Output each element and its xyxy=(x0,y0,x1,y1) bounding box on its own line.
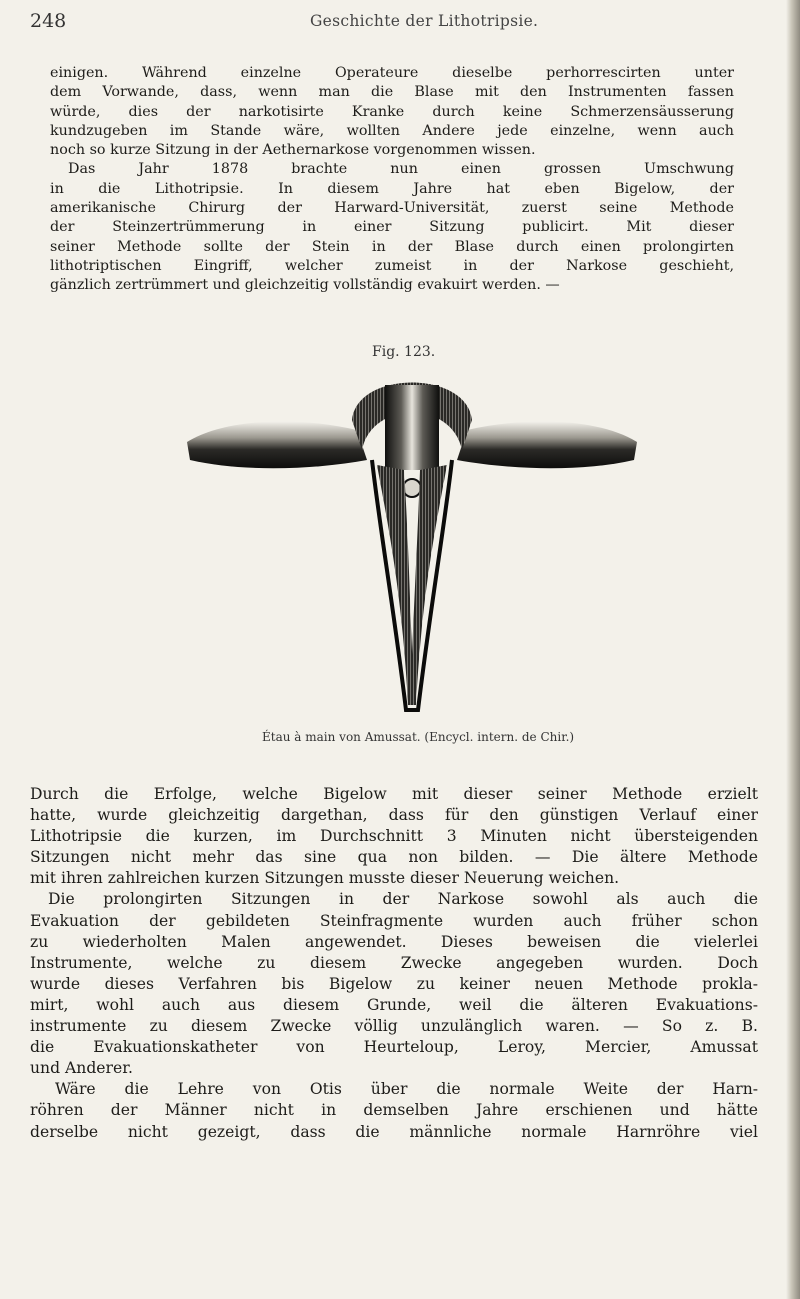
left-jaw-blade xyxy=(377,465,414,705)
paragraph-2 xyxy=(30,784,758,1143)
right-jaw-blade xyxy=(410,465,447,705)
text-line: zu wiederholten Malen angewendet. Dieses beweisen die vielerlei xyxy=(30,932,758,951)
text-line: amerikanische Chirurg der Harward-Universität, zuerst seine Methode xyxy=(50,200,734,217)
text-line: lithotriptischen Eingriff, welcher zumeist in der Narkose geschieht, xyxy=(50,257,734,274)
text-line: einigen. Während einzelne Operateure dieselbe perhorrescirten unter xyxy=(50,65,734,81)
text-line: würde, dies der narkotisirte Kranke durch keine Schmerzensäusserung xyxy=(50,103,734,120)
screw-head xyxy=(403,479,421,497)
text-line: und Anderer. xyxy=(30,1059,133,1078)
text-line: dem Vorwande, dass, wenn man die Blase mit den Instrumenten fassen xyxy=(50,84,734,101)
text-line: Die prolongirten Sitzungen in der Narkose sowohl als auch die xyxy=(48,890,758,909)
text-line: die Evakuationskatheter von Heurteloup, Leroy, Mercier, Amussat xyxy=(30,1038,758,1057)
text-line: Evakuation der gebildeten Steinfragmente wurden auch früher schon xyxy=(30,911,758,930)
text-line: hatte, wurde gleichzeitig dargethan, dass für den günstigen Verlauf einer xyxy=(30,806,758,825)
text-line: der Steinzertrümmerung in einer Sitzung publicirt. Mit dieser xyxy=(50,219,734,236)
text-line: gänzlich zertrümmert und gleichzeitig vollständig evakuirt werden. — xyxy=(50,277,560,294)
text-line: Lithotripsie die kurzen, im Durchschnitt 3 Minuten nicht übersteigenden xyxy=(30,827,758,846)
text-line: wurde dieses Verfahren bis Bigelow zu keiner neuen Methode prokla- xyxy=(30,974,758,993)
text-line: röhren der Männer nicht in demselben Jahre erschienen und hätte xyxy=(30,1101,758,1120)
text-line: noch so kurze Sitzung in der Aethernarkose vorgenommen wissen. xyxy=(50,142,536,159)
text-line: derselbe nicht gezeigt, dass die männliche normale Harnröhre viel xyxy=(30,1122,758,1141)
screw-shaft xyxy=(385,385,439,470)
text-line: mirt, wohl auch aus diesem Grunde, weil die älteren Evakuations- xyxy=(30,995,758,1014)
figure-caption: Étau à main von Amussat. (Encycl. intern. de Chir.) xyxy=(262,730,575,744)
left-handle-wing xyxy=(187,421,367,468)
figure-label: Fig. 123. xyxy=(372,344,436,360)
figure-instrument-illustration xyxy=(182,360,642,720)
text-line: Instrumente, welche zu diesem Zwecke angegeben wurden. Doch xyxy=(30,953,758,972)
running-title: Geschichte der Lithotripsie. xyxy=(310,12,539,30)
text-line: Sitzungen nicht mehr das sine qua non bilden. — Die ältere Methode xyxy=(30,848,758,867)
text-line: seiner Methode sollte der Stein in der Blase durch einen prolongirten xyxy=(50,238,734,255)
text-line: Wäre die Lehre von Otis über die normale Weite der Harn- xyxy=(55,1080,758,1099)
text-line: instrumente zu diesem Zwecke völlig unzulänglich waren. — So z. B. xyxy=(30,1017,758,1036)
text-line: in die Lithotripsie. In diesem Jahre hat eben Bigelow, der xyxy=(50,180,734,197)
page-edge-shadow xyxy=(786,0,800,1299)
text-line: kundzugeben im Stande wäre, wollten Andere jede einzelne, wenn auch xyxy=(50,122,734,139)
paragraph-1 xyxy=(50,64,734,296)
text-line: Durch die Erfolge, welche Bigelow mit dieser seiner Methode erzielt xyxy=(30,785,758,803)
page-number: 248 xyxy=(30,10,67,32)
text-line: Das Jahr 1878 brachte nun einen grossen Umschwung xyxy=(68,161,734,178)
right-handle-wing xyxy=(457,421,637,468)
page-header xyxy=(30,10,750,34)
text-line: mit ihren zahlreichen kurzen Sitzungen musste dieser Neuerung weichen. xyxy=(30,869,620,888)
